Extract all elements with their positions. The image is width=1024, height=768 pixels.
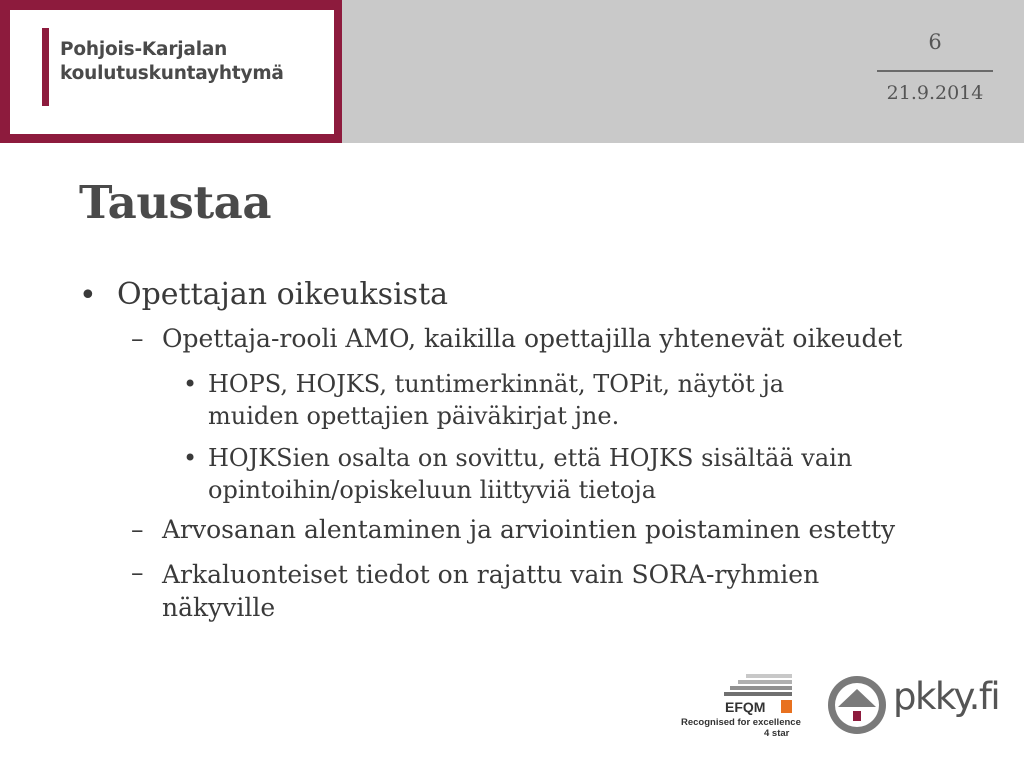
dash-marker: – bbox=[131, 558, 144, 587]
organization-name bbox=[60, 38, 284, 86]
bullet-level2-3 bbox=[162, 558, 819, 624]
slide-number-divider bbox=[877, 70, 993, 72]
pkky-house-icon bbox=[826, 674, 888, 736]
bullet-level2-2: Arvosanan alentaminen ja arviointien poistaminen estetty bbox=[162, 515, 896, 544]
slide-title: Taustaa bbox=[79, 176, 271, 229]
dash-marker: – bbox=[131, 515, 144, 544]
bullet-level3-2-line1: HOJKSien osalta on sovittu, että HOJKS sisältää vain bbox=[208, 444, 853, 472]
bullet-level2-1: Opettaja-rooli AMO, kaikilla opettajilla yhtenevät oikeudet bbox=[162, 324, 903, 353]
organization-name-line1: Pohjois-Karjalan bbox=[60, 39, 228, 60]
bullet-level3-1-line2: muiden opettajien päiväkirjat jne. bbox=[208, 402, 620, 430]
bullet-marker: • bbox=[79, 278, 97, 313]
efqm-wordmark: EFQM bbox=[725, 699, 766, 715]
bullet-level2-3-line1: Arkaluonteiset tiedot on rajattu vain SORA-ryhmien bbox=[162, 560, 820, 589]
efqm-logo bbox=[678, 672, 801, 742]
slide-date: 21.9.2014 bbox=[886, 82, 984, 104]
logo-accent-bar bbox=[42, 28, 49, 106]
site-wordmark: pkky.fi bbox=[893, 675, 1000, 718]
bullet-marker: • bbox=[183, 444, 198, 472]
bullet-level2-3-line2: näkyville bbox=[162, 593, 276, 622]
slide-number: 6 bbox=[928, 30, 942, 54]
bullet-level3-2 bbox=[208, 442, 852, 506]
bullet-level1: Opettajan oikeuksista bbox=[117, 277, 449, 312]
dash-marker: – bbox=[131, 324, 144, 353]
bullet-level3-1 bbox=[208, 368, 784, 432]
organization-name-line2: koulutuskuntayhtymä bbox=[60, 63, 284, 84]
bullet-marker: • bbox=[183, 370, 198, 398]
efqm-rating: 4 star bbox=[764, 728, 790, 739]
efqm-caption: Recognised for excellence bbox=[681, 717, 801, 728]
bullet-level3-2-line2: opintoihin/opiskeluun liittyviä tietoja bbox=[208, 476, 657, 504]
bullet-level3-1-line1: HOPS, HOJKS, tuntimerkinnät, TOPit, näytöt ja bbox=[208, 370, 785, 398]
organization-logo bbox=[0, 0, 342, 143]
